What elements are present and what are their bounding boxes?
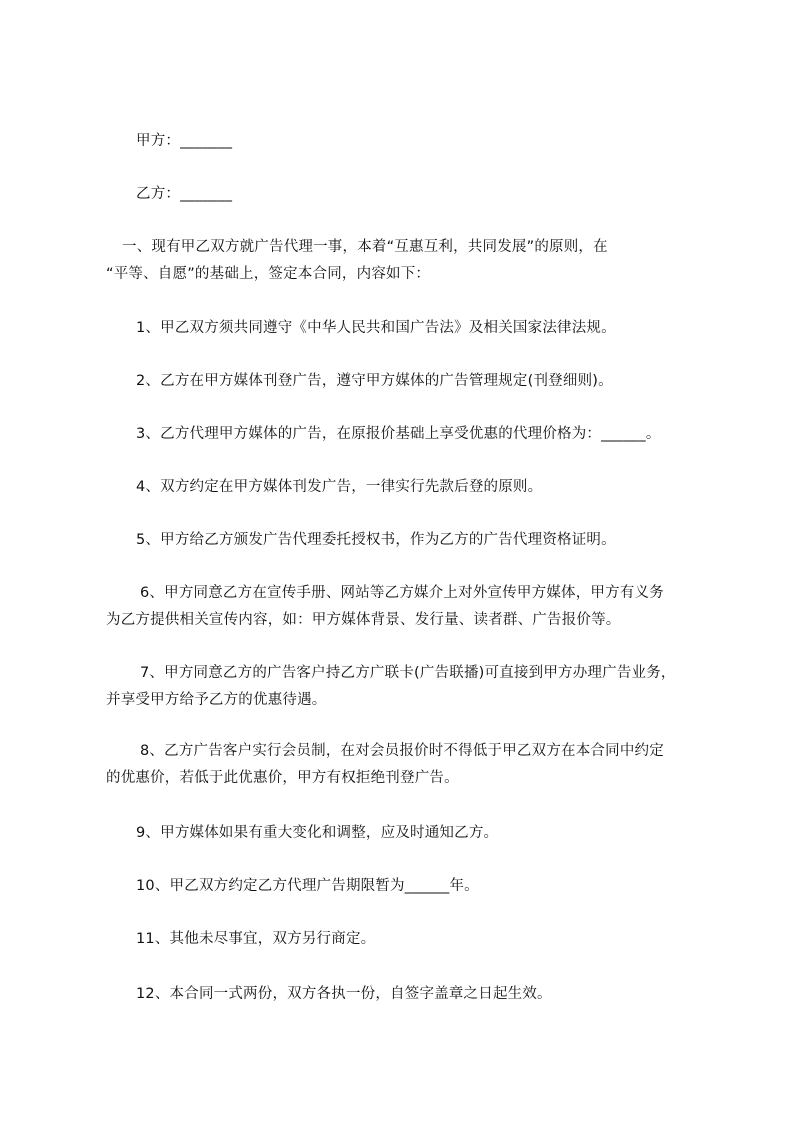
intro-paragraph xyxy=(106,234,718,288)
intro-line-1: 一、现有甲乙双方就广告代理一事，本着“互惠互利，共同发展”的原则，在 xyxy=(122,239,608,255)
clause-4: 4、双方约定在甲方媒体刊发广告，一律实行先款后登的原则。 xyxy=(136,479,543,495)
clause-10: 10、甲乙双方约定乙方代理广告期限暂为______年。 xyxy=(136,878,479,894)
clause-2: 2、乙方在甲方媒体刊登广告，遵守甲方媒体的广告管理规定(刊登细则)。 xyxy=(136,373,613,389)
clause-12: 12、本合同一式两份，双方各执一份，自签字盖章之日起生效。 xyxy=(136,986,552,1002)
clause-5: 5、甲方给乙方颁发广告代理委托授权书，作为乙方的广告代理资格证明。 xyxy=(136,532,616,548)
clause-3: 3、乙方代理甲方媒体的广告，在原报价基础上享受优惠的代理价格为：______。 xyxy=(136,426,661,442)
clause-8-line-2: 的优惠价，若低于此优惠价，甲方有权拒绝刊登广告。 xyxy=(106,770,459,786)
clause-7-line-2: 并享受甲方给予乙方的优惠待遇。 xyxy=(106,692,327,708)
clause-6-line-1: 6、甲方同意乙方在宣传手册、网站等乙方媒介上对外宣传甲方媒体，甲方有义务 xyxy=(140,585,664,601)
clause-6-line-2: 为乙方提供相关宣传内容，如：甲方媒体背景、发行量、读者群、广告报价等。 xyxy=(106,612,621,628)
clause-7-line-1: 7、甲方同意乙方的广告客户持乙方广联卡(广告联播)可直接到甲方办理广告业务， xyxy=(140,665,676,681)
party-b-line: 乙方：_______ xyxy=(136,186,233,202)
clause-1: 1、甲乙双方须共同遵守《中华人民共和国广告法》及相关国家法律法规。 xyxy=(136,320,616,336)
clause-7 xyxy=(106,660,718,714)
clause-8 xyxy=(106,738,718,792)
clause-8-line-1: 8、乙方广告客户实行会员制，在对会员报价时不得低于甲乙双方在本合同中约定 xyxy=(140,743,664,759)
clause-11: 11、其他未尽事宜，双方另行商定。 xyxy=(136,931,376,947)
clause-9: 9、甲方媒体如果有重大变化和调整，应及时通知乙方。 xyxy=(136,825,499,841)
intro-line-2: “平等、自愿”的基础上，签定本合同，内容如下： xyxy=(106,266,431,282)
clause-6 xyxy=(106,580,718,634)
party-a-line: 甲方：_______ xyxy=(136,133,233,149)
